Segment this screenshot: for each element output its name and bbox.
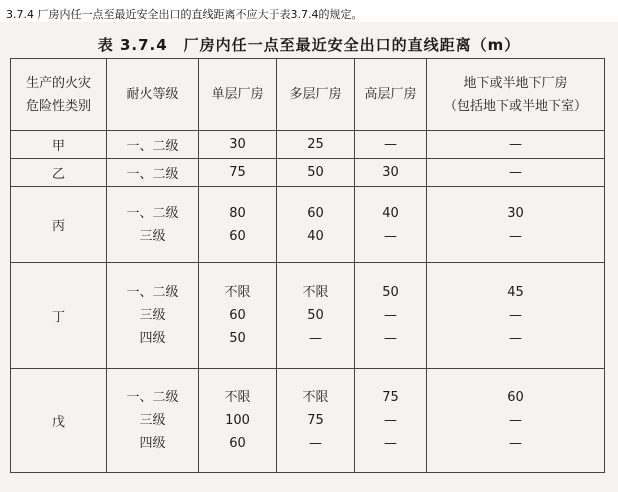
table-row xyxy=(11,159,605,187)
cell-single: 不限 100 60 xyxy=(199,369,277,473)
cell-multi: 不限 75 — xyxy=(277,369,355,473)
cell-multi: 25 xyxy=(277,131,355,159)
intro-text: 3.7.4 厂房内任一点至最近安全出口的直线距离不应大于表3.7.4的规定。 xyxy=(6,8,363,21)
cell-category: 甲 xyxy=(11,131,107,159)
cell-fire-rating: 一、二级 三级 xyxy=(107,187,199,263)
cell-single: 75 xyxy=(199,159,277,187)
cell-fire-rating: 一、二级 xyxy=(107,131,199,159)
header-underground: 地下或半地下厂房 （包括地下或半地下室） xyxy=(427,59,605,131)
table-row xyxy=(11,187,605,263)
cell-single: 80 60 xyxy=(199,187,277,263)
cell-high: — xyxy=(355,131,427,159)
header-multi-storey: 多层厂房 xyxy=(277,59,355,131)
cell-single: 30 xyxy=(199,131,277,159)
cell-multi: 50 xyxy=(277,159,355,187)
cell-high: 40 — xyxy=(355,187,427,263)
cell-category: 丙 xyxy=(11,187,107,263)
cell-high: 75 — — xyxy=(355,369,427,473)
cell-fire-rating: 一、二级 三级 四级 xyxy=(107,263,199,369)
cell-high: 30 xyxy=(355,159,427,187)
cell-category: 乙 xyxy=(11,159,107,187)
table-row xyxy=(11,369,605,473)
cell-underground: — xyxy=(427,159,605,187)
cell-multi: 不限 50 — xyxy=(277,263,355,369)
cell-underground: 30 — xyxy=(427,187,605,263)
cell-underground: 45 — — xyxy=(427,263,605,369)
cell-single: 不限 60 50 xyxy=(199,263,277,369)
table-row xyxy=(11,131,605,159)
cell-high: 50 — — xyxy=(355,263,427,369)
table-header-row xyxy=(11,59,605,131)
header-fire-rating: 耐火等级 xyxy=(107,59,199,131)
header-category: 生产的火灾 危险性类别 xyxy=(11,59,107,131)
cell-fire-rating: 一、二级 xyxy=(107,159,199,187)
header-single-storey: 单层厂房 xyxy=(199,59,277,131)
cell-underground: 60 — — xyxy=(427,369,605,473)
cell-multi: 60 40 xyxy=(277,187,355,263)
cell-category: 丁 xyxy=(11,263,107,369)
header-high-rise: 高层厂房 xyxy=(355,59,427,131)
cell-underground: — xyxy=(427,131,605,159)
cell-fire-rating: 一、二级 三级 四级 xyxy=(107,369,199,473)
distance-table xyxy=(10,58,605,473)
table-title: 表 3.7.4 厂房内任一点至最近安全出口的直线距离（m） xyxy=(97,36,521,54)
table-row xyxy=(11,263,605,369)
cell-category: 戊 xyxy=(11,369,107,473)
